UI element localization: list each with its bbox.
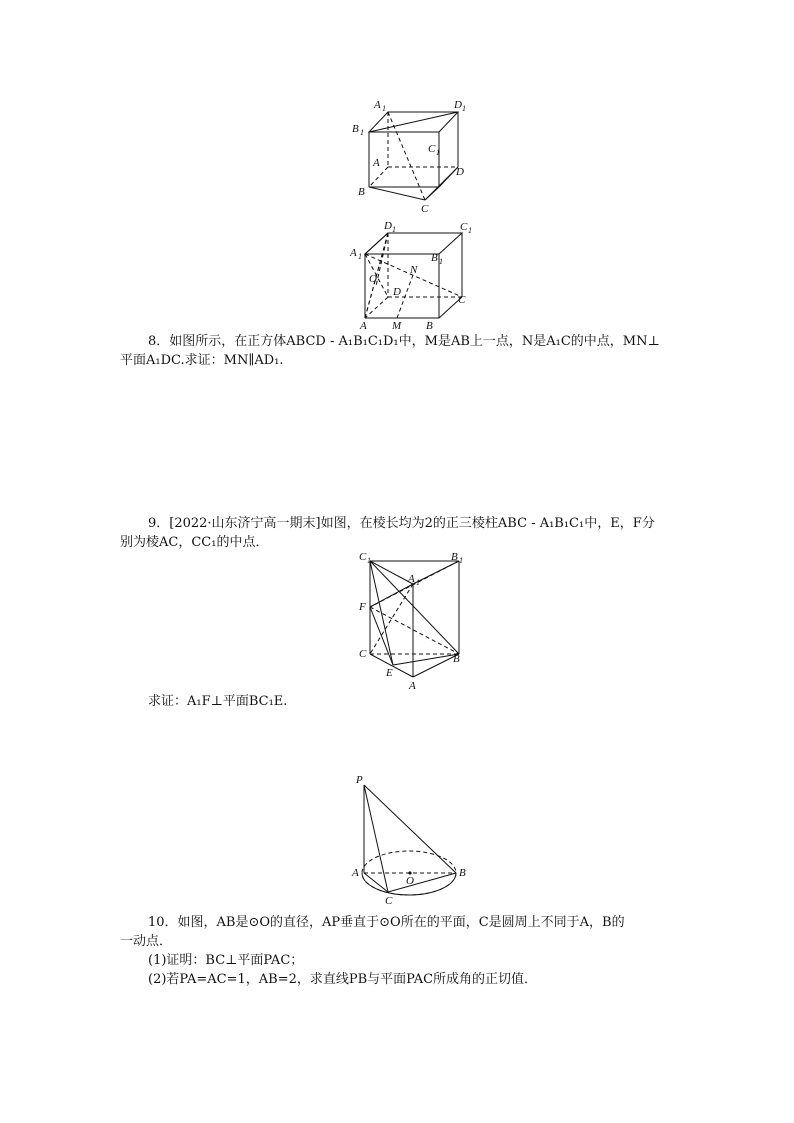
label-B: B — [459, 867, 466, 879]
label-C: C — [458, 294, 466, 306]
problem-9-line-1: 9．[2022·山东济宁高一期末]如图，在棱长均为2的正三棱柱ABC - A₁B₁C₁中，E，F分 — [148, 516, 655, 531]
label-F: F — [359, 601, 366, 613]
figure-cube-2 — [340, 218, 480, 333]
problem-8 — [148, 332, 676, 351]
label-C1-sub: 1 — [436, 148, 440, 157]
label-D: D — [456, 166, 464, 178]
label-M: M — [392, 320, 402, 332]
label-D: D — [393, 286, 401, 298]
label-C1: C — [359, 551, 367, 563]
label-A: A — [360, 320, 367, 332]
label-C1: C — [460, 221, 468, 233]
problem-10-q1 — [148, 951, 676, 970]
label-C1: C — [428, 143, 436, 155]
label-D1: D — [454, 99, 462, 111]
problem-9-prove-text: 求证：A₁F⊥平面BC₁E. — [148, 694, 288, 709]
label-B1-sub: 1 — [439, 257, 443, 266]
label-B: B — [453, 653, 460, 665]
problem-10-line-1: 10．如图，AB是⊙O的直径，AP垂直于⊙O所在的平面，C是圆周上不同于A，B的 — [148, 915, 625, 930]
label-A1: A — [350, 247, 357, 259]
label-C1-sub: 1 — [367, 556, 371, 565]
problem-9 — [148, 514, 676, 533]
problem-8-line-2: 平面A₁DC.求证：MN∥AD₁. — [120, 353, 284, 368]
problem-10-cont — [120, 932, 648, 951]
label-C1-sub: 1 — [468, 226, 472, 235]
label-P: P — [356, 774, 363, 786]
label-C: C — [359, 648, 367, 660]
label-A: A — [352, 867, 359, 879]
label-C: C — [385, 895, 393, 907]
problem-10-q1-text: (1)证明：BC⊥平面PAC； — [148, 953, 304, 968]
problem-8-line-1: 8．如图所示，在正方体ABCD - A₁B₁C₁D₁中，M是AB上一点，N是A₁C的中点，MN⊥ — [148, 334, 660, 349]
label-O: O — [369, 273, 377, 285]
figure-prism — [355, 547, 475, 692]
label-O: O — [406, 875, 414, 887]
problem-10-q2-text: (2)若PA=AC=1，AB=2，求直线PB与平面PAC所成角的正切值． — [148, 972, 538, 987]
label-B1: B — [451, 551, 458, 563]
label-D1: D — [384, 220, 392, 232]
figure-cube-1 — [340, 95, 480, 220]
label-B1-sub: 1 — [360, 128, 364, 137]
problem-10 — [148, 913, 676, 932]
label-N: N — [410, 264, 418, 276]
label-D1-sub: 1 — [392, 225, 396, 234]
label-E: E — [386, 667, 393, 679]
problem-10-line-2: 一动点． — [120, 934, 173, 949]
label-A1-sub: 1 — [382, 104, 386, 113]
label-A: A — [373, 157, 380, 169]
label-A1: A — [374, 99, 381, 111]
figure-circle-pyramid — [348, 770, 478, 907]
label-A1-sub: 1 — [358, 252, 362, 261]
label-B1-sub: 1 — [459, 556, 463, 565]
label-D1-sub: 1 — [462, 104, 466, 113]
label-B1: B — [352, 123, 359, 135]
problem-9-prove — [148, 692, 676, 711]
label-B: B — [358, 186, 365, 198]
problem-9-line-2: 别为棱AC，CC₁的中点． — [120, 535, 269, 550]
label-A1-sub: 1 — [416, 578, 420, 587]
label-A: A — [409, 680, 416, 692]
label-B: B — [426, 320, 433, 332]
problem-10-q2 — [148, 970, 676, 989]
problem-8-cont — [120, 351, 648, 370]
label-B1: B — [431, 252, 438, 264]
label-C: C — [421, 203, 429, 215]
label-A1: A — [408, 573, 415, 585]
